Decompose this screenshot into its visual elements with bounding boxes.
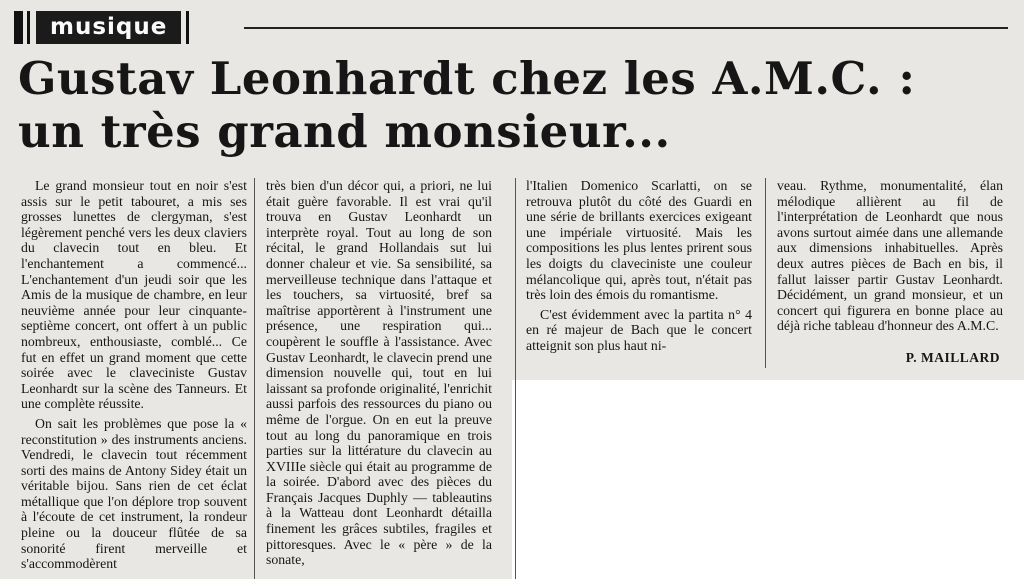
rubric-label: musique: [36, 11, 181, 44]
column-rule-3: [765, 178, 766, 368]
rubric-end-bar: [186, 11, 189, 44]
section-rubric: [14, 11, 234, 44]
article-column-4: [777, 178, 1003, 334]
article-column-1: [21, 178, 247, 572]
article-column-3: [526, 178, 752, 354]
headline-line-2: un très grand monsieur...: [18, 105, 671, 158]
rubric-rule: [244, 27, 1008, 29]
column-4-paragraph-1: veau. Rythme, monumentalité, élan mélodique allièrent au fil de l'interprétation de Leonhardt que nous avons surtout aimée dans une allemande aux dimensions inhabituelles. Après deux autres pièces de Bach en bis, il fallut laisser partir Gustav Leonhardt. Décidément, un grand monsieur, et un concert qui figurera en bonne place au déjà riche tableau d'honneur des A.M.C.: [777, 178, 1003, 334]
column-3-paragraph-2: C'est évidemment avec la partita n° 4 en ré majeur de Bach que le concert atteignit son plus haut ni-: [526, 306, 752, 353]
column-3-paragraph-1: l'Italien Domenico Scarlatti, on se retrouva plutôt du côté des Guardi en une série de brillants exercices exigeant une impériale virtuosité. Mais les compositions les plus lentes prirent sous les doigts du claveciniste une couleur mélancolique qui, après tout, n'était pas très loin des émois du romantisme.: [526, 178, 752, 303]
column-rule-1: [254, 178, 255, 579]
headline: [18, 52, 1018, 158]
blank-area: [512, 380, 1024, 579]
rubric-thick-bar: [14, 11, 23, 44]
column-1-paragraph-1: Le grand monsieur tout en noir s'est assis sur le petit tabouret, a mis ses grosses lunettes de clergyman, s'est légèrement penché vers les deux claviers du clavecin tout en bleu. Et l'enchantement a commencé... L'enchantement d'un jeudi soir que les Amis de la musique de chambre, en leur neuvième année pour leur cinquante-septième concert, ont offert à un public nombreux, enthousiaste, comblé... Ce fut en effet un grand moment que cette soirée avec le claveciniste Gustav Leonhardt sur la scène des Tanneurs. Et une complète réussite.: [21, 178, 247, 412]
headline-line-1: Gustav Leonhardt chez les A.M.C. :: [18, 52, 916, 105]
rubric-thin-bar: [27, 11, 30, 44]
article-column-2: [266, 178, 492, 568]
column-1-paragraph-2: On sait les problèmes que pose la « reconstitution » des instruments anciens. Vendredi, le clavecin tout récemment sorti des mains de Antony Sidey était un véritable bijou. Sans rien de cet éclat métallique que l'on déplore trop souvent à l'écoute de cet instrument, la rondeur pleine ou la douceur flûtée de sa sonorité firent merveille et s'accommodèrent: [21, 415, 247, 572]
column-rule-2: [515, 178, 516, 579]
column-2-paragraph-1: très bien d'un décor qui, a priori, ne lui était guère favorable. Il est vrai qu'il trouva en Gustav Leonhardt un interprète royal. Tout au long de son récital, le grand Hollandais sut lui donner chaleur et vie. Sa sensibilité, sa merveilleuse technique dans l'attaque et les touchers, sa virtuosité, bref sa maîtrise apportèrent à l'instrument une présence, une respiration qui... coupèrent le souffle à l'assistance. Avec Gustav Leonhardt, le clavecin prend une dimension nouvelle qui, tout en lui laissant sa profonde originalité, l'enrichit aussi parfois des ressources du piano ou même de l'orgue. On en eut la preuve tout au long du panoramique en trois parties sur la littérature du clavecin au XVIIIe siècle qui était au programme de la soirée. D'abord avec des pièces du Français Jacques Duphly — tableautins à la Watteau dont Leonhardt détailla finement les grâces subtiles, fragiles et pittoresques. Avec le « père » de la sonate,: [266, 178, 492, 568]
author-signature: P. MAILLARD: [905, 350, 1000, 365]
